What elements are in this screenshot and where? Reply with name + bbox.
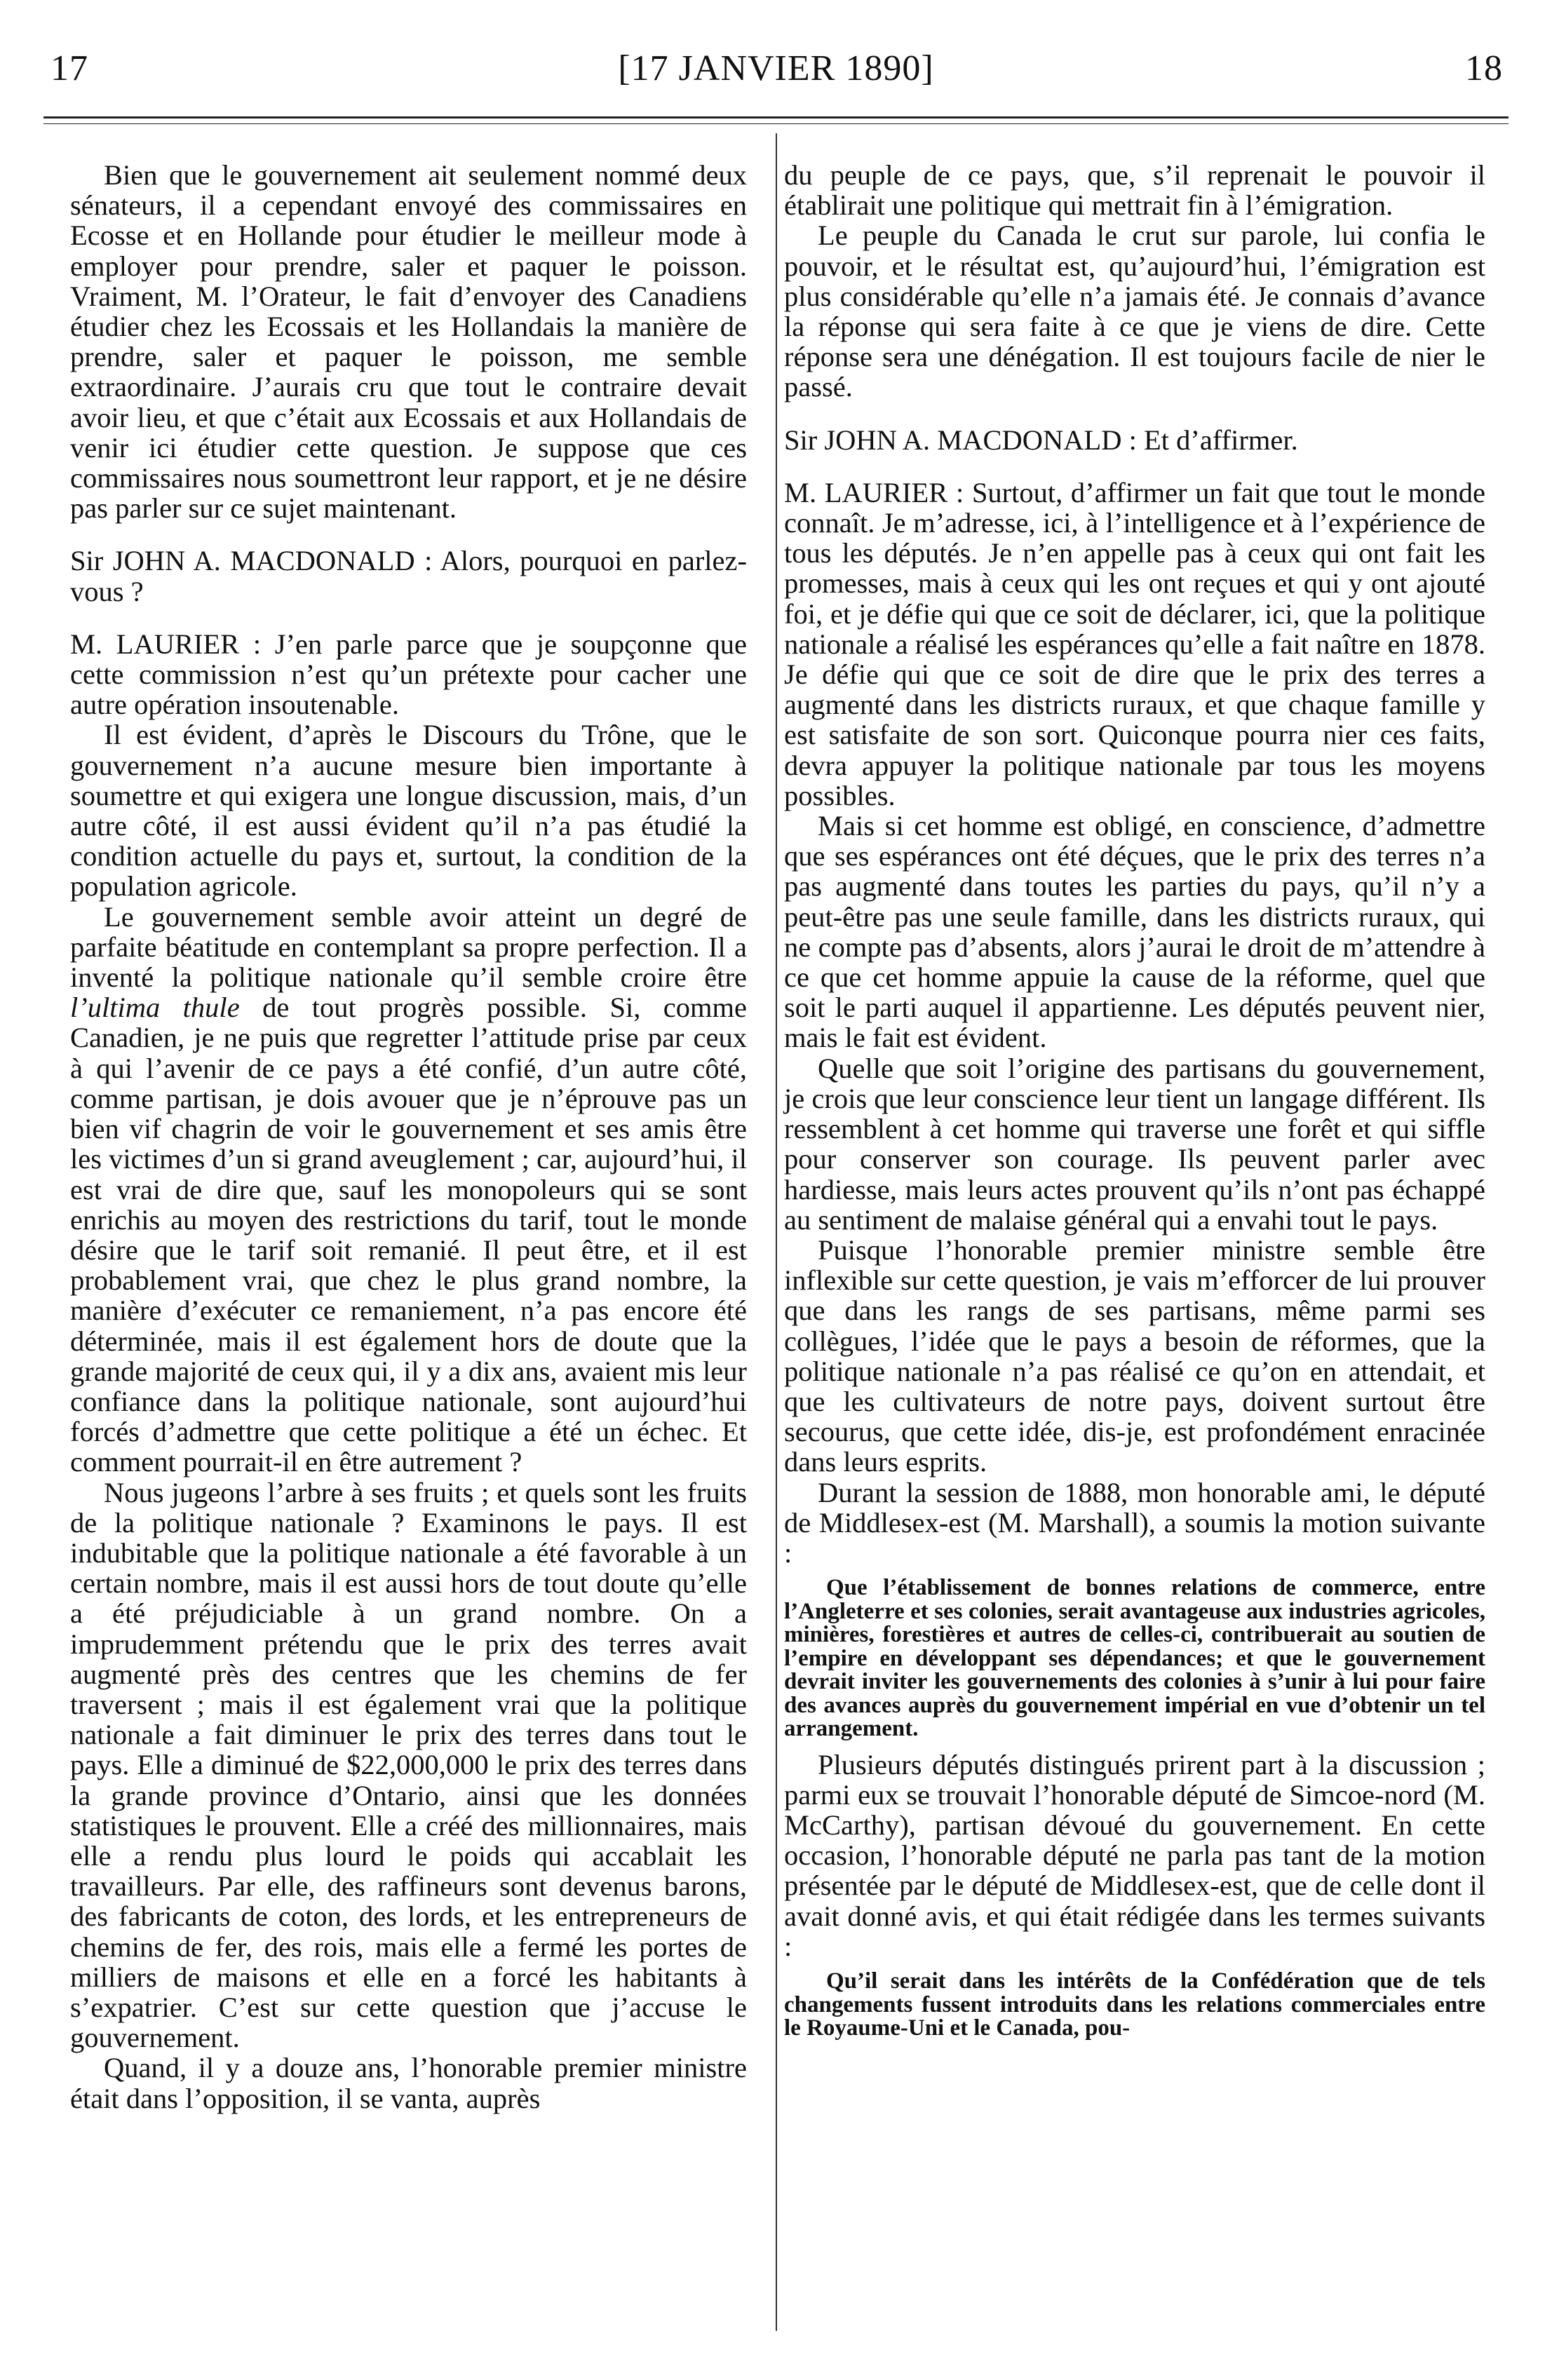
left-column: [70, 160, 747, 2114]
italic-text: l’ultima thule: [70, 992, 240, 1024]
right-column: [784, 160, 1485, 2049]
paragraph: Mais si cet homme est obligé, en conscience, d’admettre que ses espérances ont été déçues, que le prix des terres n’a pas augmenté dans toutes les parties du pays, qu’il n’y a peut-être pas une seule famille, dans les districts ruraux, qui ne compte pas d’absents, alors j’aurai le droit de m’attendre à ce que cet homme appuie la cause de la réforme, quel que soit le parti auquel il appartienne. Les députés peuvent nier, mais le fait est évident.: [784, 810, 1485, 1054]
speaker-paragraph: Sir JOHN A. MACDONALD : Et d’affirmer.: [784, 424, 1298, 456]
speaker-paragraph: Sir JOHN A. MACDONALD : Alors, pourquoi en parlez-vous ?: [70, 545, 747, 607]
paragraph: Puisque l’honorable premier ministre semble être inflexible sur cette question, je vais m’efforcer de lui prouver que dans les rangs de ses partisans, même parmi ses collègues, l’idée que le pays a besoin de réformes, que la politique nationale n’a pas réalisé ce qu’on en attendait, et que les cultivateurs de notre pays, doivent surtout être secourus, que cette idée, dis-je, est profondément enracinée dans leurs esprits.: [784, 1233, 1485, 1478]
header-rule-thin: [43, 123, 1509, 124]
page-date: [17 JANVIER 1890]: [618, 48, 934, 88]
paragraph: Il est évident, d’après le Discours du Trône, que le gouvernement n’a aucune mesure bien importante à soumettre et qui exigera une longue discussion, mais, d’un autre côté, il est aussi évident qu’il n’a pas étudié la condition actuelle du pays et, surtout, la condition de la population agricole.: [70, 719, 747, 902]
page-header: [43, 34, 1509, 104]
text-run: de tout progrès possible. Si, comme Canadien, je ne puis que regretter l’attitude prise par ceux à qui l’avenir de ce pays a été confié, d’un autre côté, comme partisan, je dois avouer que je n’éprouve pas un bien vif chagrin de voir le gouvernement et ses amis être les victimes d’un si grand aveuglement ; car, aujourd’hui, il est vrai de dire que, sauf les monopoleurs qui se sont enrichis au moyen des restrictions du tarif, tout le monde désire que le tarif soit remanié. Il peut être, et il est probablement vrai, que chez le plus grand nombre, la manière d’exécuter ce remaniement, n’a pas encore été déterminée, mais il est également hors de doute que la grande majorité de ceux qui, il y a dix ans, avaient mis leur confiance dans la politique nationale, sont aujourd’hui forcés d’admettre que cette politique a été un échec. Et comment pourrait-il en être autrement ?: [70, 992, 747, 1478]
page-number-left: 17: [50, 48, 88, 88]
paragraph: du peuple de ce pays, que, s’il reprenait le pouvoir il établirait une politique qui mettrait fin à l’émigration.: [784, 159, 1485, 222]
paragraph: Quand, il y a douze ans, l’honorable premier ministre était dans l’opposition, il se vanta, auprès: [70, 2052, 747, 2114]
quoted-motion: Que l’établissement de bonnes relations de commerce, entre l’Angleterre et ses colonies, serait avantageuse aux industries agricoles, minières, forestières et autres de celles-ci, contribuerait au soutien de l’empire en développant ses dépendances; et que le gouvernement devrait inviter les gouvernements des colonies à s’unir à lui pour faire des avances auprès du gouvernement impérial en vue d’obtenir un tel arrangement.: [784, 1575, 1485, 1742]
paragraph: Nous jugeons l’arbre à ses fruits ; et quels sont les fruits de la politique nationale ? Examinons le pays. Il est indubitable que la politique nationale a été favorable à un certain nombre, mais il est aussi hors de tout doute qu’elle a été préjudiciable à un grand nombre. On a imprudemment prétendu que le prix des terres avait augmenté près des centres que les chemins de fer traversent ; mais il est également vrai que la politique nationale a fait diminuer le prix des terres dans tout le pays. Elle a diminué de $22,000,000 le prix des terres dans la grande province d’Ontario, ainsi que les données statistiques le prouvent. Elle a créé des millionnaires, mais elle a rendu plus lourd le poids qui accablait les travailleurs. Par elle, des raffineurs sont devenus barons, des fabricants de coton, des lords, et les entrepreneurs de chemins de fer, des rois, mais elle a fermé les portes de milliers de maisons et elle en a forcé les habitants à s’expatrier. C’est sur cette question que j’accuse le gouvernement.: [70, 1476, 747, 2054]
paragraph: Le peuple du Canada le crut sur parole, lui confia le pouvoir, et le résultat est, qu’aujourd’hui, l’émigration est plus considérable qu’elle n’a jamais été. Je connais d’avance la réponse qui sera faite à ce que je viens de dire. Cette réponse sera une dénégation. Il est toujours facile de nier le passé.: [784, 219, 1485, 403]
paragraph: Bien que le gouvernement ait seulement nommé deux sénateurs, il a cependant envoyé des commissaires en Ecosse et en Hollande pour étudier le meilleur mode à employer pour prendre, saler et paquer le poisson. Vraiment, M. l’Orateur, le fait d’envoyer des Canadiens étudier chez les Ecossais et les Hollandais la manière de prendre, saler et paquer le poisson, me semble extraordinaire. J’aurais cru que tout le contraire devait avoir lieu, et que c’était aux Ecossais et aux Hollandais de venir ici étudier cette question. Je suppose que ces commissaires nous soumettront leur rapport, et je ne désire pas parler sur ce sujet maintenant.: [70, 159, 747, 525]
text-run: Le gouvernement semble avoir atteint un degré de parfaite béatitude en contemplant sa propre perfection. Il a inventé la politique nationale qu’il semble croire être: [70, 900, 747, 994]
speaker-paragraph: M. LAURIER : Surtout, d’affirmer un fait que tout le monde connaît. Je m’adresse, ici, à l’intelligence et à l’expérience de tous les députés. Je n’en appelle pas à ceux qui ont fait les promesses, mais à ceux qui les ont reçues et qui y ont ajouté foi, et je défie qui que ce soit de déclarer, ici, que la politique nationale a réalisé les espérances qu’elle a fait naître en 1878. Je défie qui que ce soit de dire que le prix des terres a augmenté dans les districts ruraux, et que chaque famille y est satisfaite de son sort. Quiconque pourra nier ces faits, devra appuyer la politique nationale par tous les moyens possibles.: [784, 476, 1485, 811]
paragraph: Quelle que soit l’origine des partisans du gouvernement, je crois que leur conscience leur tient un langage différent. Ils ressemblent à cet homme qui traverse une forêt et qui siffle pour conserver son courage. Ils peuvent parler avec hardiesse, mais leurs actes prouvent qu’ils n’ont pas échappé au sentiment de malaise général qui a envahi tout le pays.: [784, 1052, 1485, 1236]
column-divider: [776, 133, 777, 2331]
page-number-right: 18: [1465, 48, 1503, 88]
paragraph: Durant la session de 1888, mon honorable ami, le député de Middlesex-est (M. Marshall), a soumis la motion suivante :: [784, 1476, 1485, 1569]
quoted-motion: Qu’il serait dans les intérêts de la Confédération que de tels changements fussent introduits dans les relations commerciales entre le Royaume-Uni et le Canada, pou-: [784, 1968, 1485, 2041]
paragraph: [70, 902, 747, 1478]
paragraph: Plusieurs députés distingués prirent part à la discussion ; parmi eux se trouvait l’honorable député de Simcoe-nord (M. McCarthy), partisan dévoué du gouvernement. En cette occasion, l’honorable député ne parla pas tant de la motion présentée par le député de Middlesex-est, que de celle dont il avait donné avis, et qui était rédigée dans les termes suivants :: [784, 1748, 1485, 1962]
header-rule: [43, 116, 1509, 119]
speaker-paragraph: M. LAURIER : J’en parle parce que je soupçonne que cette commission n’est qu’un prétexte pour cacher une autre opération insoutenable.: [70, 628, 747, 721]
